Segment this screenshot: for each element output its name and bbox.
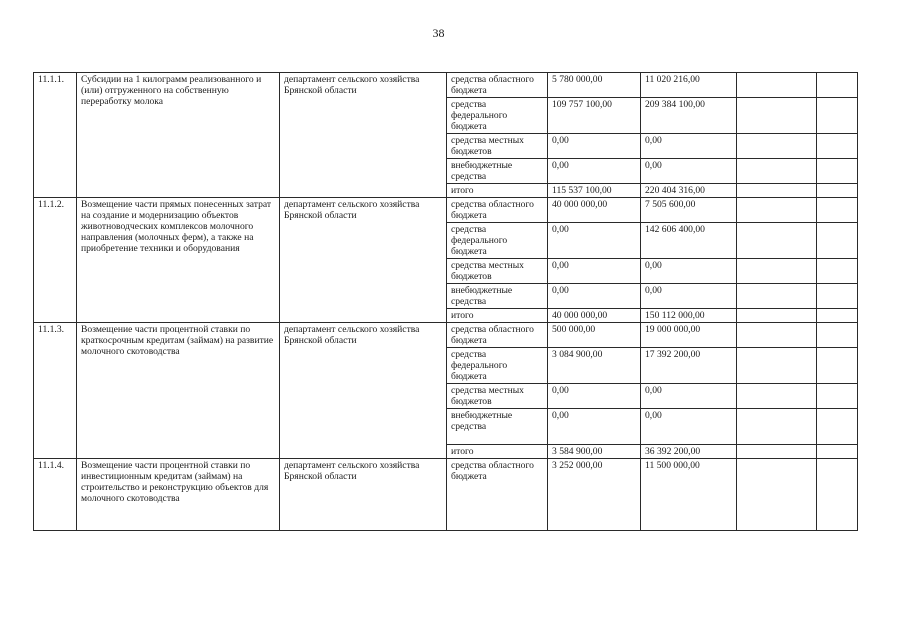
empty-cell bbox=[817, 323, 858, 348]
funding-source: средства местных бюджетов bbox=[447, 384, 548, 409]
funding-source: средства областного бюджета bbox=[447, 198, 548, 223]
responsible-department: департамент сельского хозяйства Брянской области bbox=[280, 198, 447, 323]
funding-source: итого bbox=[447, 445, 548, 459]
empty-cell bbox=[817, 284, 858, 309]
empty-cell bbox=[737, 384, 817, 409]
amount-value-2: 209 384 100,00 bbox=[641, 98, 737, 134]
empty-cell bbox=[737, 284, 817, 309]
amount-value-1: 5 780 000,00 bbox=[548, 73, 641, 98]
empty-cell bbox=[817, 459, 858, 531]
amount-value-2: 7 505 600,00 bbox=[641, 198, 737, 223]
empty-cell bbox=[817, 409, 858, 445]
funding-source: средства областного бюджета bbox=[447, 323, 548, 348]
amount-value-1: 3 084 900,00 bbox=[548, 348, 641, 384]
amount-value-2: 11 500 000,00 bbox=[641, 459, 737, 531]
measure-name: Возмещение части прямых понесенных затрат на создание и модернизацию объектов животноводческих комплексов молочного направления (молочных ферм), а также на приобретение техники и оборудования bbox=[77, 198, 280, 323]
amount-value-1: 109 757 100,00 bbox=[548, 98, 641, 134]
amount-value-2: 11 020 216,00 bbox=[641, 73, 737, 98]
amount-value-1: 115 537 100,00 bbox=[548, 184, 641, 198]
table-row bbox=[34, 323, 858, 348]
amount-value-2: 0,00 bbox=[641, 384, 737, 409]
funding-source: средства местных бюджетов bbox=[447, 134, 548, 159]
measure-name: Возмещение части процентной ставки по краткосрочным кредитам (займам) на развитие молочного скотоводства bbox=[77, 323, 280, 459]
amount-value-2: 0,00 bbox=[641, 409, 737, 445]
empty-cell bbox=[737, 184, 817, 198]
empty-cell bbox=[817, 309, 858, 323]
empty-cell bbox=[817, 98, 858, 134]
amount-value-1: 0,00 bbox=[548, 384, 641, 409]
amount-value-2: 220 404 316,00 bbox=[641, 184, 737, 198]
empty-cell bbox=[737, 223, 817, 259]
funding-source: средства федерального бюджета bbox=[447, 223, 548, 259]
table-row bbox=[34, 73, 858, 98]
funding-source: средства областного бюджета bbox=[447, 459, 548, 531]
amount-value-1: 0,00 bbox=[548, 223, 641, 259]
amount-value-1: 0,00 bbox=[548, 134, 641, 159]
funding-source: средства федерального бюджета bbox=[447, 348, 548, 384]
responsible-department: департамент сельского хозяйства Брянской области bbox=[280, 323, 447, 459]
budget-table bbox=[33, 72, 858, 531]
funding-source: средства местных бюджетов bbox=[447, 259, 548, 284]
row-number: 11.1.4. bbox=[34, 459, 77, 531]
measure-name: Возмещение части процентной ставки по инвестиционным кредитам (займам) на строительство и реконструкцию объектов для молочного скотоводства bbox=[77, 459, 280, 531]
funding-source: итого bbox=[447, 309, 548, 323]
amount-value-1: 0,00 bbox=[548, 284, 641, 309]
row-number: 11.1.1. bbox=[34, 73, 77, 198]
empty-cell bbox=[737, 98, 817, 134]
amount-value-1: 0,00 bbox=[548, 409, 641, 445]
amount-value-2: 0,00 bbox=[641, 284, 737, 309]
empty-cell bbox=[737, 445, 817, 459]
empty-cell bbox=[817, 73, 858, 98]
funding-source: внебюджетные средства bbox=[447, 284, 548, 309]
empty-cell bbox=[737, 198, 817, 223]
empty-cell bbox=[737, 309, 817, 323]
empty-cell bbox=[737, 73, 817, 98]
amount-value-1: 0,00 bbox=[548, 259, 641, 284]
row-number: 11.1.2. bbox=[34, 198, 77, 323]
amount-value-1: 40 000 000,00 bbox=[548, 309, 641, 323]
empty-cell bbox=[737, 159, 817, 184]
funding-source: внебюджетные средства bbox=[447, 409, 548, 445]
empty-cell bbox=[817, 159, 858, 184]
amount-value-1: 0,00 bbox=[548, 159, 641, 184]
funding-source: итого bbox=[447, 184, 548, 198]
amount-value-2: 36 392 200,00 bbox=[641, 445, 737, 459]
amount-value-1: 3 584 900,00 bbox=[548, 445, 641, 459]
amount-value-2: 0,00 bbox=[641, 159, 737, 184]
empty-cell bbox=[737, 409, 817, 445]
empty-cell bbox=[817, 134, 858, 159]
funding-source: средства федерального бюджета bbox=[447, 98, 548, 134]
table-row bbox=[34, 459, 858, 531]
amount-value-2: 150 112 000,00 bbox=[641, 309, 737, 323]
amount-value-2: 0,00 bbox=[641, 134, 737, 159]
empty-cell bbox=[817, 259, 858, 284]
empty-cell bbox=[817, 223, 858, 259]
amount-value-2: 0,00 bbox=[641, 259, 737, 284]
amount-value-2: 142 606 400,00 bbox=[641, 223, 737, 259]
amount-value-2: 19 000 000,00 bbox=[641, 323, 737, 348]
measure-name: Субсидии на 1 килограмм реализованного и (или) отгруженного на собственную переработку молока bbox=[77, 73, 280, 198]
funding-source: средства областного бюджета bbox=[447, 73, 548, 98]
responsible-department: департамент сельского хозяйства Брянской области bbox=[280, 459, 447, 531]
empty-cell bbox=[817, 348, 858, 384]
amount-value-1: 3 252 000,00 bbox=[548, 459, 641, 531]
responsible-department: департамент сельского хозяйства Брянской области bbox=[280, 73, 447, 198]
amount-value-1: 40 000 000,00 bbox=[548, 198, 641, 223]
empty-cell bbox=[737, 459, 817, 531]
amount-value-2: 17 392 200,00 bbox=[641, 348, 737, 384]
empty-cell bbox=[817, 198, 858, 223]
row-number: 11.1.3. bbox=[34, 323, 77, 459]
table-row bbox=[34, 198, 858, 223]
empty-cell bbox=[817, 384, 858, 409]
empty-cell bbox=[817, 445, 858, 459]
amount-value-1: 500 000,00 bbox=[548, 323, 641, 348]
empty-cell bbox=[737, 348, 817, 384]
funding-source: внебюджетные средства bbox=[447, 159, 548, 184]
page-number: 38 bbox=[432, 26, 445, 40]
empty-cell bbox=[817, 184, 858, 198]
empty-cell bbox=[737, 323, 817, 348]
empty-cell bbox=[737, 259, 817, 284]
empty-cell bbox=[737, 134, 817, 159]
